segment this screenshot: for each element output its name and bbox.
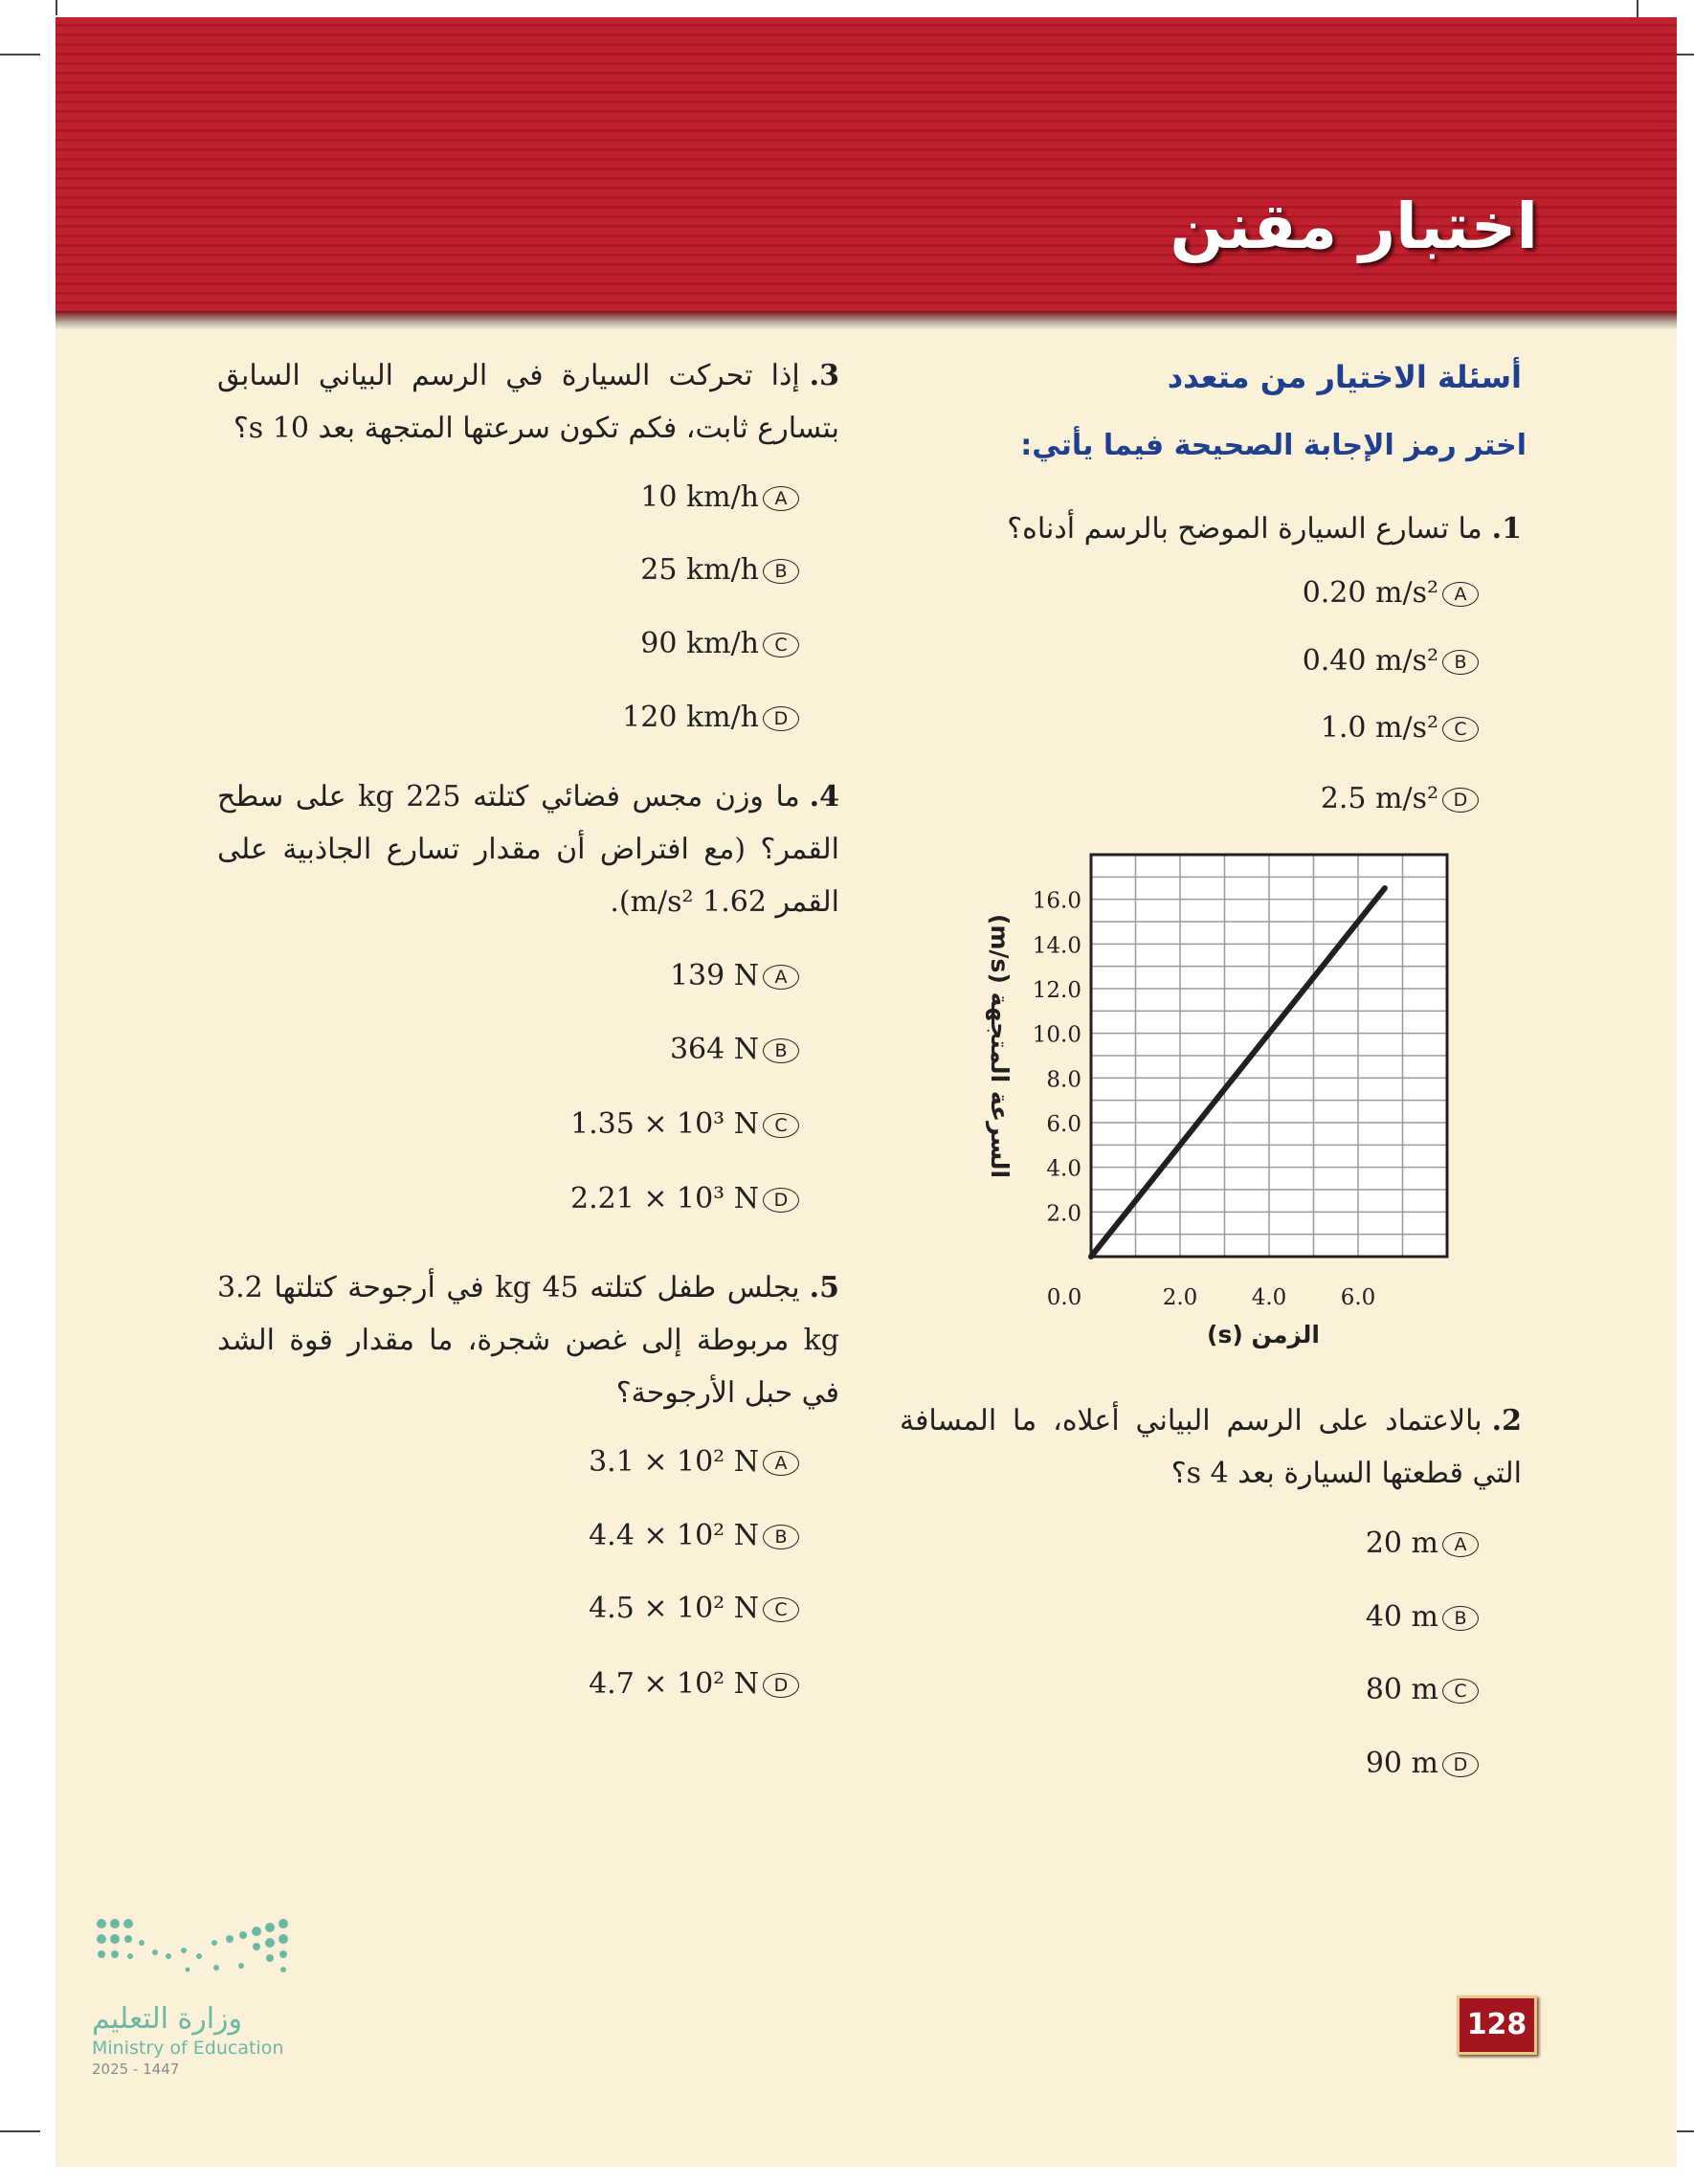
ministry-name-ar: وزارة التعليم	[92, 2002, 243, 2036]
question-text: بالاعتماد على الرسم البياني أعلاه، ما المسافة التي قطعتها السيارة بعد 4 s؟	[900, 1404, 1522, 1490]
question-3	[217, 349, 839, 455]
option-text: 4.7 × 10² N	[589, 1667, 759, 1701]
option-3d[interactable]	[622, 699, 799, 737]
question-number: 5.	[809, 1271, 839, 1304]
option-letter-bubble: A	[763, 965, 799, 990]
option-4d[interactable]	[570, 1180, 799, 1218]
option-2c[interactable]	[1366, 1671, 1479, 1709]
option-text: 139 N	[669, 959, 759, 992]
option-letter-bubble: D	[1442, 788, 1479, 813]
option-text: 364 N	[669, 1033, 759, 1066]
option-text: 40 m	[1365, 1600, 1438, 1634]
option-letter-bubble: C	[1442, 1679, 1479, 1704]
option-letter-bubble: B	[1442, 650, 1479, 675]
option-text: 90 km/h	[640, 627, 759, 660]
question-number: 3.	[809, 359, 839, 392]
option-2d[interactable]	[1366, 1745, 1479, 1783]
option-text: 1.35 × 10³ N	[570, 1107, 759, 1141]
option-text: 10 km/h	[640, 480, 759, 514]
option-text: 80 m	[1365, 1673, 1438, 1706]
y-tick-label: 14.0	[1032, 933, 1081, 959]
option-letter-bubble: D	[1442, 1752, 1479, 1777]
x-tick-label: 2.0	[1162, 1285, 1198, 1310]
question-text: ما تسارع السيارة الموضح بالرسم أدناه؟	[1007, 512, 1482, 546]
option-2b[interactable]	[1366, 1598, 1479, 1637]
option-letter-bubble: C	[763, 633, 799, 657]
x-tick-label: 0.0	[1046, 1285, 1082, 1310]
option-letter-bubble: D	[763, 1188, 799, 1213]
option-text: 120 km/h	[622, 701, 759, 734]
option-letter-bubble: A	[763, 486, 799, 511]
option-2a[interactable]	[1366, 1525, 1479, 1563]
option-text: 3.1 × 10² N	[589, 1445, 759, 1479]
option-3c[interactable]	[640, 625, 799, 663]
option-3a[interactable]	[640, 479, 799, 517]
question-4	[217, 770, 839, 928]
x-axis-label: الزمن (s)	[1207, 1321, 1320, 1348]
question-number: 2.	[1491, 1404, 1522, 1437]
option-letter-bubble: A	[1442, 582, 1479, 607]
x-tick-label: 4.0	[1251, 1285, 1287, 1310]
ministry-dots-icon	[92, 1914, 302, 1981]
option-5b[interactable]	[589, 1517, 799, 1555]
x-tick-label: 6.0	[1340, 1285, 1376, 1310]
option-letter-bubble: B	[763, 559, 799, 584]
option-text: 2.5 m/s²	[1320, 782, 1438, 815]
y-tick-label: 2.0	[1046, 1201, 1081, 1227]
option-text: 0.40 m/s²	[1302, 644, 1438, 678]
y-tick-label: 4.0	[1046, 1156, 1081, 1182]
option-text: 4.5 × 10² N	[589, 1592, 759, 1625]
y-tick-label: 16.0	[1032, 888, 1081, 914]
banner-title: اختبار مقنن	[1170, 189, 1538, 263]
option-3b[interactable]	[640, 551, 799, 590]
option-4b[interactable]	[670, 1031, 799, 1069]
option-5a[interactable]	[589, 1443, 799, 1482]
option-letter-bubble: D	[763, 1673, 799, 1698]
y-tick-label: 12.0	[1032, 978, 1081, 1003]
option-text: 0.20 m/s²	[1302, 576, 1438, 610]
option-text: 20 m	[1365, 1527, 1438, 1560]
y-axis-label: السرعة المتجهة (m/s)	[986, 913, 1014, 1179]
option-letter-bubble: C	[1442, 717, 1479, 742]
section-instruction: اختر رمز الإجابة الصحيحة فيما يأتي:	[1020, 429, 1527, 462]
option-text: 4.4 × 10² N	[589, 1519, 759, 1552]
option-5d[interactable]	[589, 1665, 799, 1704]
option-letter-bubble: A	[763, 1451, 799, 1476]
option-text: 90 m	[1365, 1747, 1438, 1780]
section-heading: أسئلة الاختيار من متعدد	[1167, 359, 1522, 395]
ministry-name-en: Ministry of Education	[92, 2038, 284, 2059]
question-number: 1.	[1491, 512, 1522, 546]
question-number: 4.	[809, 780, 839, 813]
y-tick-label: 8.0	[1046, 1067, 1081, 1093]
option-letter-bubble: D	[763, 706, 799, 731]
question-text: ما وزن مجس فضائي كتلته 225 kg على سطح القمر؟ (مع افتراض أن مقدار تسارع الجاذبية على القمر 1.62 m/s²).	[217, 780, 839, 919]
ministry-year: 2025 - 1447	[92, 2061, 180, 2078]
option-letter-bubble: B	[763, 1038, 799, 1063]
option-letter-bubble: B	[763, 1525, 799, 1549]
option-letter-bubble: B	[1442, 1606, 1479, 1631]
ministry-logo	[92, 1914, 312, 2078]
question-text: إذا تحركت السيارة في الرسم البياني السابق بتسارع ثابت، فكم تكون سرعتها المتجهة بعد 10 s؟	[217, 359, 839, 445]
y-tick-label: 6.0	[1046, 1112, 1081, 1137]
option-4a[interactable]	[670, 957, 799, 995]
option-text: 1.0 m/s²	[1320, 711, 1438, 745]
option-letter-bubble: A	[1442, 1532, 1479, 1557]
option-letter-bubble: C	[763, 1113, 799, 1138]
question-text: يجلس طفل كتلته 45 kg في أرجوحة كتلتها 3.2 kg مربوطة إلى غصن شجرة، ما مقدار قوة الشد في حبل الأرجوحة؟	[217, 1271, 839, 1410]
question-2	[900, 1394, 1522, 1500]
question-5	[217, 1261, 839, 1419]
page-number: 128	[1457, 1995, 1537, 2055]
option-5c[interactable]	[589, 1590, 799, 1628]
y-tick-label: 10.0	[1032, 1022, 1081, 1048]
option-letter-bubble: C	[763, 1597, 799, 1622]
option-text: 25 km/h	[640, 553, 759, 587]
option-text: 2.21 × 10³ N	[570, 1182, 759, 1215]
option-4c[interactable]	[570, 1105, 799, 1144]
